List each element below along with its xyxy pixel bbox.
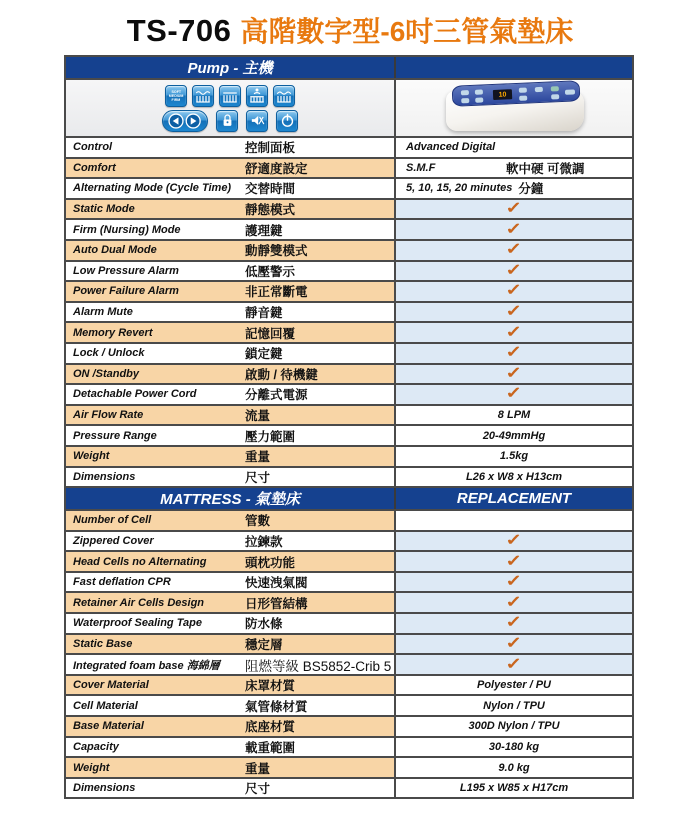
label-zh: 壓力範圍	[245, 429, 296, 444]
spec-row	[66, 466, 632, 487]
spec-row	[66, 633, 632, 654]
label-zh: 重量	[245, 450, 271, 465]
spec-row	[66, 736, 632, 757]
label-en: Lock / Unlock	[73, 347, 145, 360]
label-en: Dimensions	[73, 470, 136, 483]
spec-row	[66, 177, 632, 198]
product-model: TS-706	[126, 13, 232, 48]
spec-value-cell	[394, 779, 632, 798]
check-icon: ✓	[505, 220, 523, 238]
spec-label-cell	[66, 573, 394, 592]
check-icon: ✓	[505, 282, 523, 300]
label-en: Weight	[73, 761, 110, 774]
spec-label-cell	[66, 159, 394, 178]
label-en: Dimensions	[73, 782, 136, 795]
label-en: Power Failure Alarm	[73, 285, 179, 298]
label-en: Cover Material	[73, 679, 149, 692]
label-zh: 管數	[245, 514, 271, 529]
spec-value-cell	[394, 447, 632, 466]
mattress-header-label: MATTRESS - 氣墊床	[160, 491, 300, 509]
label-zh: 交替時間	[245, 182, 296, 197]
label-en: Static Mode	[73, 203, 135, 216]
spec-label-cell	[66, 758, 394, 777]
label-en: Memory Revert	[73, 326, 153, 339]
spec-row	[66, 342, 632, 363]
check-icon: ✓	[505, 241, 523, 259]
spec-row	[66, 612, 632, 633]
spec-value-cell	[394, 200, 632, 219]
spec-value-cell	[394, 138, 632, 157]
spec-value-cell	[394, 365, 632, 384]
lock-icon	[216, 110, 238, 132]
spec-row	[66, 218, 632, 239]
static-mode-icon	[219, 85, 241, 107]
label-en: ON /Standby	[73, 367, 140, 380]
value-text: 5, 10, 15, 20 minutes	[406, 182, 513, 195]
spec-label-cell	[66, 532, 394, 551]
label-en: Comfort	[73, 161, 116, 174]
spec-value-cell	[394, 573, 632, 592]
label-zh: 氣管條材質	[245, 699, 308, 714]
spec-label-cell	[66, 468, 394, 487]
value-text: 1.5kg	[499, 450, 529, 463]
check-icon: ✓	[505, 303, 523, 321]
value-text: 8 LPM	[497, 409, 531, 422]
label-en: Zippered Cover	[73, 534, 154, 547]
label-zh: 載重範圍	[245, 740, 296, 755]
check-icon: ✓	[505, 531, 523, 549]
icons-row-1	[165, 85, 295, 107]
value-text: L195 x W85 x H17cm	[459, 782, 569, 795]
spec-value-cell	[394, 385, 632, 404]
pump-rows	[66, 136, 632, 486]
spec-label-cell	[66, 552, 394, 571]
spec-label-cell	[66, 179, 394, 198]
label-zh: 尺寸	[245, 782, 271, 797]
mattress-section-header	[66, 486, 632, 509]
spec-value-cell	[394, 159, 632, 178]
label-en: Control	[73, 141, 113, 154]
label-en: Capacity	[73, 740, 119, 753]
check-icon: ✓	[505, 364, 523, 382]
value-text: Nylon / TPU	[483, 699, 545, 712]
label-zh: 重量	[245, 761, 271, 776]
value-text: 9.0 kg	[498, 761, 530, 774]
spec-value-cell	[394, 323, 632, 342]
spec-value-cell	[394, 303, 632, 322]
label-en: Cell Material	[73, 699, 138, 712]
value-text: Polyester / PU	[477, 679, 551, 692]
spec-value-cell	[394, 593, 632, 612]
spec-row	[66, 530, 632, 551]
power-icon	[276, 110, 298, 132]
spec-label-cell	[66, 138, 394, 157]
label-en: Integrated foam base 海綿層	[73, 659, 220, 672]
spec-row	[66, 653, 632, 674]
value-text: 20-49mmHg	[482, 429, 546, 442]
spec-value-cell	[394, 511, 632, 530]
label-en: Auto Dual Mode	[73, 244, 157, 257]
label-en: Low Pressure Alarm	[73, 264, 179, 277]
value-text: S.M.F	[406, 161, 436, 174]
spec-row	[66, 321, 632, 342]
pump-header-label: Pump - 主機	[187, 60, 273, 77]
spec-row	[66, 571, 632, 592]
spec-value-cell	[394, 696, 632, 715]
spec-row	[66, 756, 632, 777]
spec-row	[66, 715, 632, 736]
spec-label-cell	[66, 593, 394, 612]
spec-row	[66, 591, 632, 612]
label-en: Retainer Air Cells Design	[73, 596, 205, 609]
label-en: Waterproof Sealing Tape	[73, 617, 202, 630]
spec-label-cell	[66, 323, 394, 342]
spec-value-cell	[394, 738, 632, 757]
spec-value-cell	[394, 552, 632, 571]
label-en: Detachable Power Cord	[73, 388, 197, 401]
value-text-zh: 分鐘	[518, 182, 544, 197]
check-icon: ✓	[505, 552, 523, 570]
label-zh: 穩定層	[245, 637, 283, 652]
label-zh: 啟動 / 待機鍵	[245, 367, 318, 382]
spec-value-cell	[394, 282, 632, 301]
check-icon: ✓	[505, 385, 523, 403]
spec-value-cell	[394, 426, 632, 445]
label-zh: 護理鍵	[245, 223, 283, 238]
spec-row	[66, 674, 632, 695]
spec-value-cell	[394, 614, 632, 633]
label-zh: 靜態模式	[245, 203, 296, 218]
spec-row	[66, 550, 632, 571]
spec-row	[66, 157, 632, 178]
spec-label-cell	[66, 282, 394, 301]
spec-value-cell	[394, 241, 632, 260]
value-text: L26 x W8 x H13cm	[466, 470, 562, 483]
check-icon: ✓	[505, 323, 523, 341]
spec-label-cell	[66, 696, 394, 715]
media-row	[66, 78, 632, 136]
spec-label-cell	[66, 220, 394, 239]
spec-label-cell	[66, 365, 394, 384]
label-en: Pressure Range	[73, 429, 157, 442]
spec-value-cell	[394, 635, 632, 654]
seat-inflation-icon	[246, 85, 268, 107]
replacement-header-label: REPLACEMENT	[394, 488, 632, 509]
label-zh: 阻燃等級 BS5852-Crib 5	[245, 658, 392, 674]
spec-row	[66, 198, 632, 219]
spec-value-cell	[394, 262, 632, 281]
check-icon: ✓	[505, 573, 523, 591]
label-zh: 尺寸	[245, 470, 271, 485]
spec-label-cell	[66, 406, 394, 425]
spec-label-cell	[66, 717, 394, 736]
pump-product-photo	[394, 80, 632, 136]
spec-row	[66, 424, 632, 445]
label-en: Head Cells no Alternating	[73, 555, 207, 568]
spec-label-cell	[66, 200, 394, 219]
spec-value-cell	[394, 676, 632, 695]
product-name: 高階數字型-6吋三管氣墊床	[240, 16, 574, 47]
spec-row	[66, 260, 632, 281]
spec-value-cell	[394, 532, 632, 551]
pump-buttons-illustration	[66, 80, 394, 136]
label-zh: 頭枕功能	[245, 555, 296, 570]
label-zh: 控制面板	[245, 141, 296, 156]
label-en: Fast deflation CPR	[73, 576, 171, 589]
spec-label-cell	[66, 779, 394, 798]
check-icon: ✓	[505, 614, 523, 632]
mute-icon	[246, 110, 268, 132]
value-text: Advanced Digital	[406, 141, 496, 154]
check-icon: ✓	[505, 593, 523, 611]
spec-table	[64, 55, 634, 799]
value-text: 30-180 kg	[488, 740, 540, 753]
spec-label-cell	[66, 635, 394, 654]
pump-device-image	[424, 82, 604, 134]
alternating-mode-icon	[192, 85, 214, 107]
label-en: Static Base	[73, 637, 133, 650]
label-en: Base Material	[73, 720, 144, 733]
pump-section-header	[66, 57, 632, 78]
spec-row	[66, 777, 632, 798]
spec-row	[66, 136, 632, 157]
label-en: Weight	[73, 450, 110, 463]
spec-label-cell	[66, 447, 394, 466]
spec-row	[66, 239, 632, 260]
label-zh: 日形管結構	[245, 596, 308, 611]
label-en: Alarm Mute	[73, 306, 133, 319]
cycle-arrows-icon	[162, 110, 208, 132]
spec-value-cell	[394, 717, 632, 736]
label-zh: 快速洩氣閥	[245, 576, 308, 591]
icons-row-2	[162, 110, 298, 132]
spec-value-cell	[394, 220, 632, 239]
label-zh: 記憶回覆	[245, 326, 296, 341]
spec-value-cell	[394, 655, 632, 674]
spec-label-cell	[66, 511, 394, 530]
spec-label-cell	[66, 614, 394, 633]
label-en: Air Flow Rate	[73, 409, 144, 422]
spec-label-cell	[66, 738, 394, 757]
mattress-rows	[66, 509, 632, 797]
check-icon: ✓	[505, 655, 523, 673]
spec-row	[66, 694, 632, 715]
spec-value-cell	[394, 406, 632, 425]
label-zh: 底座材質	[245, 720, 296, 735]
check-icon: ✓	[505, 634, 523, 652]
comfort-levels-icon: SOFT MEDIUM FIRM	[165, 85, 187, 107]
check-icon: ✓	[505, 200, 523, 218]
check-icon: ✓	[505, 344, 523, 362]
label-zh: 流量	[245, 409, 271, 424]
label-zh: 防水條	[245, 617, 283, 632]
label-zh: 分離式電源	[245, 388, 308, 403]
spec-label-cell	[66, 241, 394, 260]
spec-row	[66, 383, 632, 404]
spec-row	[66, 445, 632, 466]
spec-label-cell	[66, 676, 394, 695]
pump-header-right-blank	[394, 57, 632, 78]
spec-label-cell	[66, 344, 394, 363]
label-zh: 拉鍊款	[245, 534, 283, 549]
label-en: Number of Cell	[73, 514, 152, 527]
value-text-zh: 軟中硬 可微調	[506, 161, 585, 176]
spec-row	[66, 509, 632, 530]
label-zh: 靜音鍵	[245, 306, 283, 321]
label-zh: 床罩材質	[245, 679, 296, 694]
wave-mode-icon	[273, 85, 295, 107]
spec-label-cell	[66, 655, 394, 674]
spec-row	[66, 404, 632, 425]
check-icon: ✓	[505, 261, 523, 279]
label-en: Alternating Mode (Cycle Time)	[73, 182, 232, 195]
pump-display: 10	[493, 89, 512, 100]
spec-label-cell	[66, 385, 394, 404]
spec-row	[66, 280, 632, 301]
spec-value-cell	[394, 179, 632, 198]
spec-value-cell	[394, 468, 632, 487]
label-zh: 非正常斷電	[245, 285, 308, 300]
page-title	[0, 10, 700, 50]
spec-value-cell	[394, 344, 632, 363]
label-zh: 低壓警示	[245, 264, 296, 279]
spec-label-cell	[66, 426, 394, 445]
label-zh: 動靜雙模式	[245, 244, 308, 259]
label-zh: 鎖定鍵	[245, 347, 283, 362]
label-en: Firm (Nursing) Mode	[73, 223, 181, 236]
spec-row	[66, 301, 632, 322]
spec-label-cell	[66, 303, 394, 322]
label-zh: 舒適度設定	[245, 161, 308, 176]
spec-row	[66, 363, 632, 384]
spec-value-cell	[394, 758, 632, 777]
value-text: 300D Nylon / TPU	[468, 720, 560, 733]
spec-label-cell	[66, 262, 394, 281]
